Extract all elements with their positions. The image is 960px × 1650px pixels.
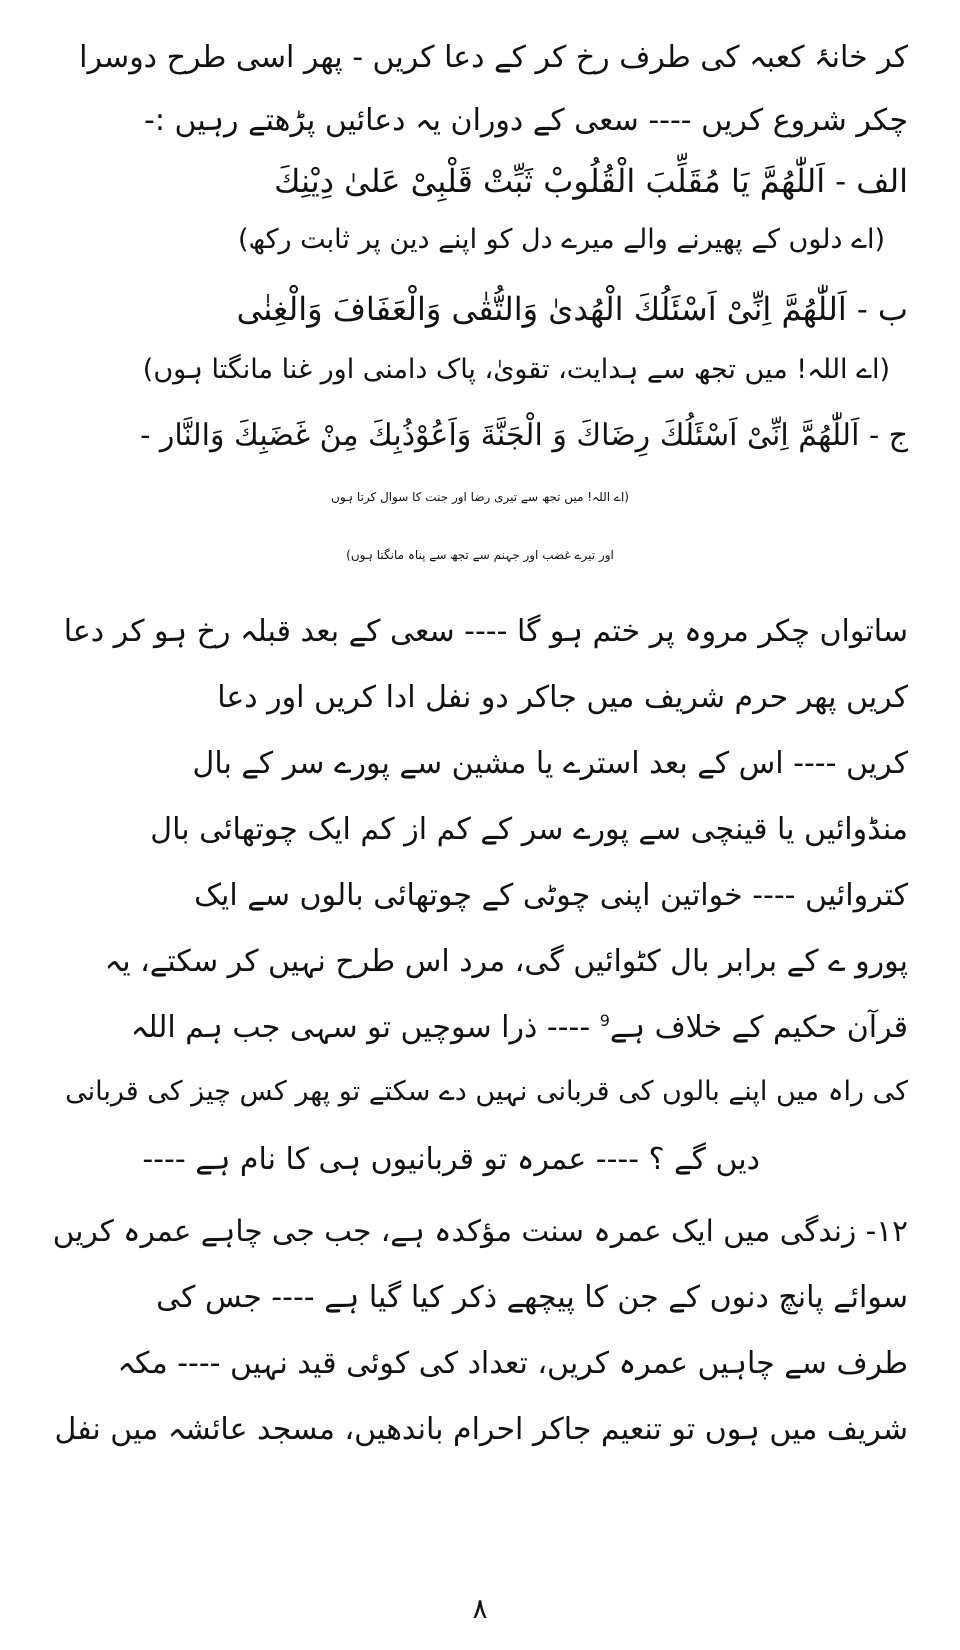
text-line-16-end: ---- ذرا سوچیں تو سہی جب ہم اللہ xyxy=(130,1010,591,1045)
text-line-17: کی راہ میں اپنے بالوں کی قربانی نہیں دے سکتے تو پھر کس چیز کی قربانی xyxy=(65,1076,908,1107)
text-line-19: ۱۲- زندگی میں ایک عمرہ سنت مؤکدہ ہے، جب جی چاہے عمرہ کریں xyxy=(52,1214,908,1248)
text-line-2: چکر شروع کریں ---- سعی کے دوران یہ دعائیں پڑھتے رہیں :- xyxy=(144,103,908,138)
text-line-11: کریں پھر حرم شریف میں جاکر دو نفل ادا کریں اور دعا xyxy=(217,680,908,715)
dua-arabic-alif: الف - اَللّٰھُمَّ یَا مُقَلِّبَ الْقُلُوبْ ثَبِّتْ قَلْبِیْ عَلیٰ دِیْنِكَ xyxy=(274,162,908,200)
dua-translation-alif: (اے دلوں کے پھیرنے والے میرے دل کو اپنے دین پر ثابت رکھ) xyxy=(238,224,885,255)
page-number: ۸ xyxy=(472,1592,488,1625)
text-line-21: طرف سے چاہیں عمرہ کریں، تعداد کی کوئی قید نہیں ---- مکہ xyxy=(117,1346,908,1381)
text-line-20: سوائے پانچ دنوں کے جن کا پیچھے ذکر کیا گیا ہے ---- جس کی xyxy=(156,1280,908,1315)
text-line-14: کتروائیں ---- خواتین اپنی چوٹی کے چوتھائی بالوں سے ایک xyxy=(194,878,908,913)
text-line-16 xyxy=(131,1010,908,1046)
text-line-10: ساتواں چکر مروہ پر ختم ہو گا ---- سعی کے بعد قبلہ رخ ہو کر دعا xyxy=(63,614,908,649)
dua-arabic-jeem: ج - اَللّٰھُمَّ اِنِّیْ اَسْئَلُكَ رِضَاكَ وَ الْجَنَّةَ وَاَعُوْذُبِكَ مِنْ غَضَبِكَ وَالنَّار - xyxy=(140,418,908,453)
footnote-marker: 9 xyxy=(599,1011,610,1030)
text-line-12: کریں ---- اس کے بعد استرے یا مشین سے پورے سر کے بال xyxy=(192,746,908,781)
text-line-1: کر خانۂ کعبہ کی طرف رخ کر کے دعا کریں - پھر اسی طرح دوسرا xyxy=(79,40,908,75)
text-line-13: منڈوائیں یا قینچی سے پورے سر کے کم از کم ایک چوتھائی بال xyxy=(150,812,908,847)
dua-translation-be: (اے اللہ! میں تجھ سے ہدایت، تقویٰ، پاک دامنی اور غنا مانگتا ہوں) xyxy=(142,354,890,385)
text-line-18: دیں گے ؟ ---- عمرہ تو قربانیوں ہی کا نام ہے ---- xyxy=(142,1142,760,1177)
dua-arabic-be: ب - اَللّٰھُمَّ اِنِّیْ اَسْئَلُكَ الْھُدیٰ وَالتُّقٰی وَالْعَفَافَ وَالْغِنٰی xyxy=(236,290,908,328)
dua-translation-jeem-1: (اے اللہ! میں تجھ سے تیری رضا اور جنت کا سوال کرتا ہوں xyxy=(331,490,629,504)
dua-translation-jeem-2: اور تیرے غضب اور جہنم سے تجھ سے پناہ مانگتا ہوں) xyxy=(346,548,614,562)
text-line-22: شریف میں ہوں تو تنعیم جاکر احرام باندھیں، مسجد عائشہ میں نفل xyxy=(54,1412,908,1447)
text-line-16-start: قرآن حکیم کے خلاف ہے xyxy=(609,1010,908,1045)
text-line-15: پورو ے کے برابر بال کٹوائیں گی، مرد اس طرح نہیں کر سکتے، یہ xyxy=(104,944,908,979)
